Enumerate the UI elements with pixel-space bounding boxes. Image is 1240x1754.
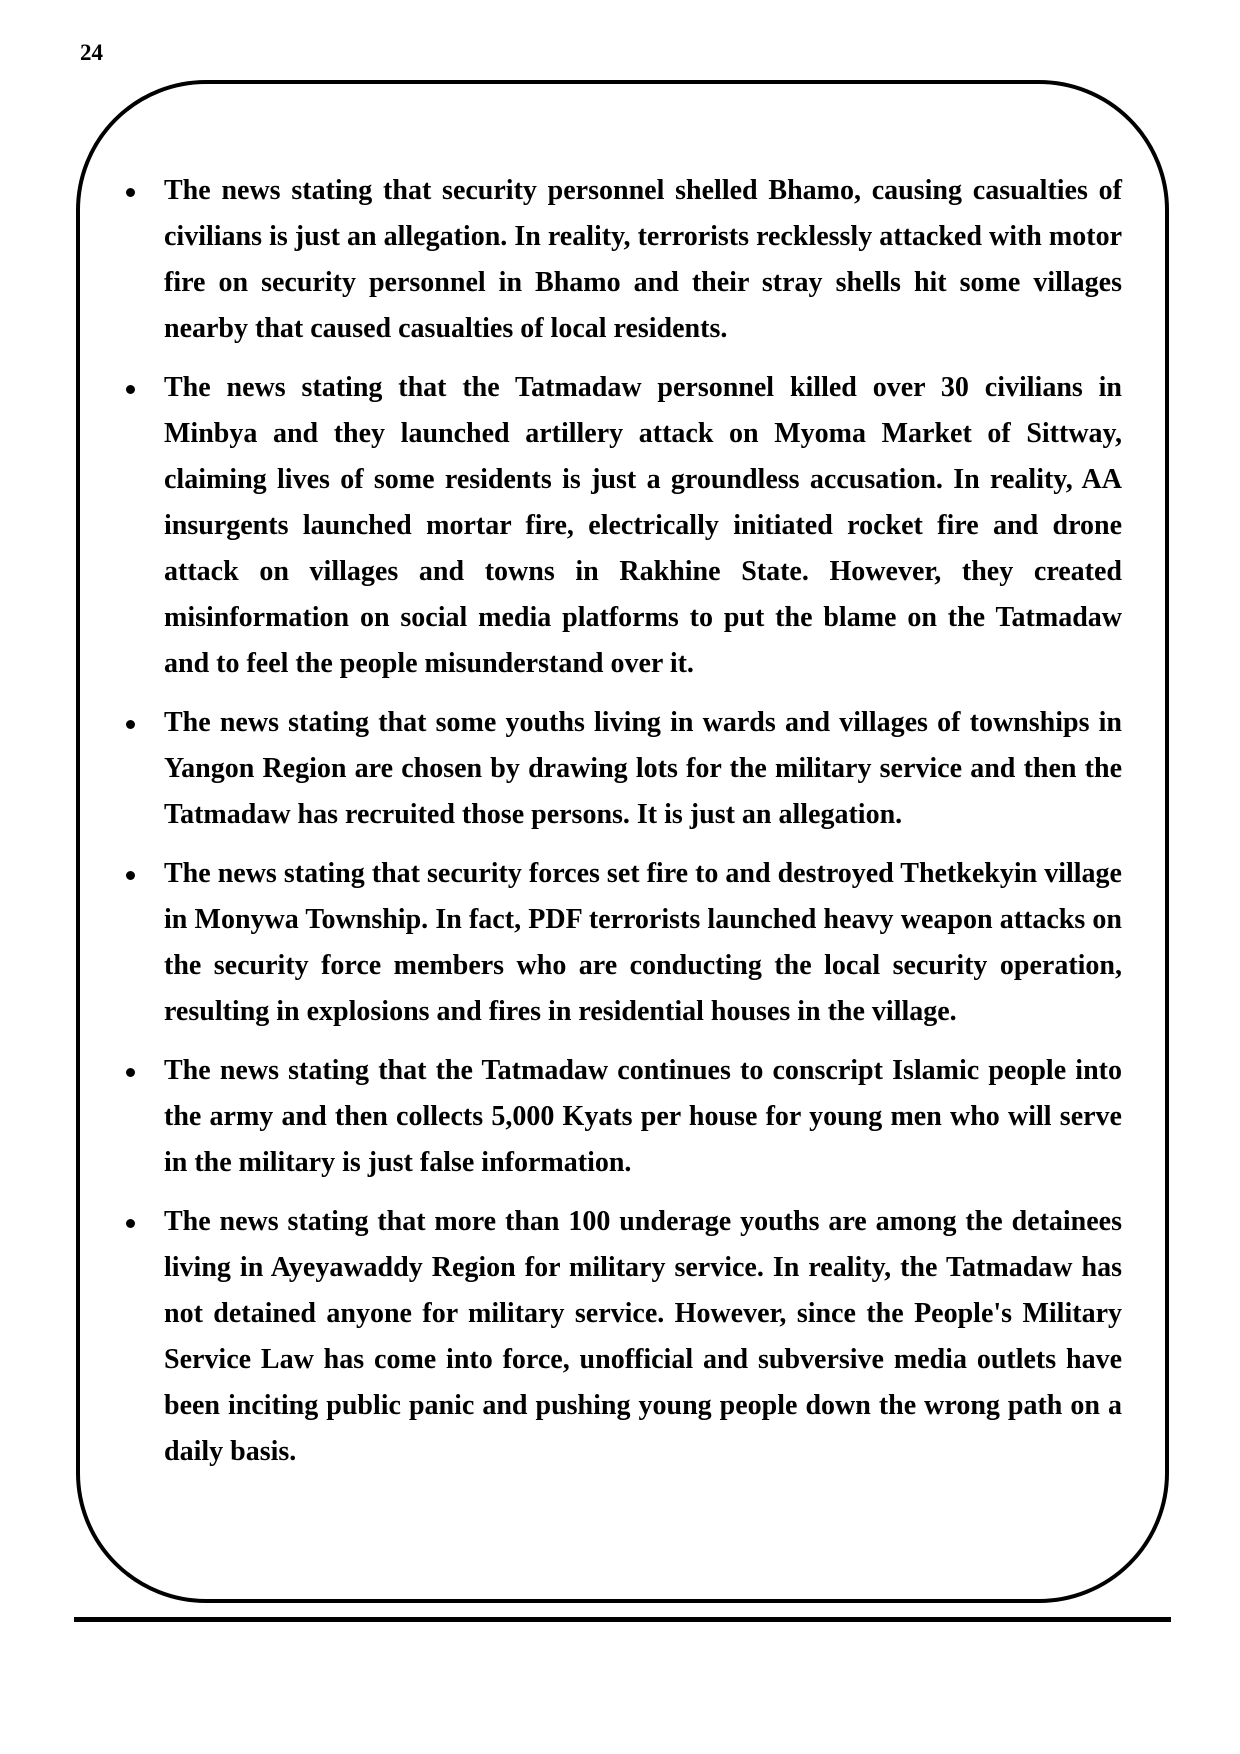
bullet-dot-icon xyxy=(126,720,135,729)
bullet-item xyxy=(122,1048,1122,1186)
bullet-text: The news stating that security forces set fire to and destroyed Thetkekyin village in Monywa Township. In fact, PDF terrorists launched heavy weapon attacks on the security force members who are conducting the local security operation, resulting in explosions and fires in residential houses in the village. xyxy=(164,858,1122,1027)
bullet-text: The news stating that some youths living in wards and villages of townships in Yangon Region are chosen by drawing lots for the military service and then the Tatmadaw has recruited those persons. It is just an allegation. xyxy=(164,707,1122,830)
page-number: 24 xyxy=(80,40,103,65)
bullet-dot-icon xyxy=(126,871,135,880)
bullet-list xyxy=(122,168,1122,1488)
bullet-item xyxy=(122,700,1122,838)
bullet-dot-icon xyxy=(126,188,135,197)
bullet-text: The news stating that security personnel shelled Bhamo, causing casualties of civilians is just an allegation. In reality, terrorists recklessly attacked with motor fire on security personnel in Bhamo and their stray shells hit some villages nearby that caused casualties of local residents. xyxy=(164,175,1122,344)
bullet-item xyxy=(122,851,1122,1035)
bullet-text: The news stating that the Tatmadaw personnel killed over 30 civilians in Minbya and they launched artillery attack on Myoma Market of Sittway, claiming lives of some residents is just a groundless accusation. In reality, AA insurgents launched mortar fire, electrically initiated rocket fire and drone attack on villages and towns in Rakhine State. However, they created misinformation on social media platforms to put the blame on the Tatmadaw and to feel the people misunderstand over it. xyxy=(164,372,1122,679)
bullet-text: The news stating that more than 100 underage youths are among the detainees living in Ayeyawaddy Region for military service. In reality, the Tatmadaw has not detained anyone for military service. However, since the People's Military Service Law has come into force, unofficial and subversive media outlets have been inciting public panic and pushing young people down the wrong path on a daily basis. xyxy=(164,1206,1122,1467)
bullet-dot-icon xyxy=(126,385,135,394)
bullet-dot-icon xyxy=(126,1068,135,1077)
bullet-item xyxy=(122,1199,1122,1475)
footer-rule xyxy=(74,1617,1171,1622)
bullet-text: The news stating that the Tatmadaw continues to conscript Islamic people into the army and then collects 5,000 Kyats per house for young men who will serve in the military is just false information. xyxy=(164,1055,1122,1178)
bullet-item xyxy=(122,168,1122,352)
bullet-item xyxy=(122,365,1122,687)
bullet-dot-icon xyxy=(126,1219,135,1228)
